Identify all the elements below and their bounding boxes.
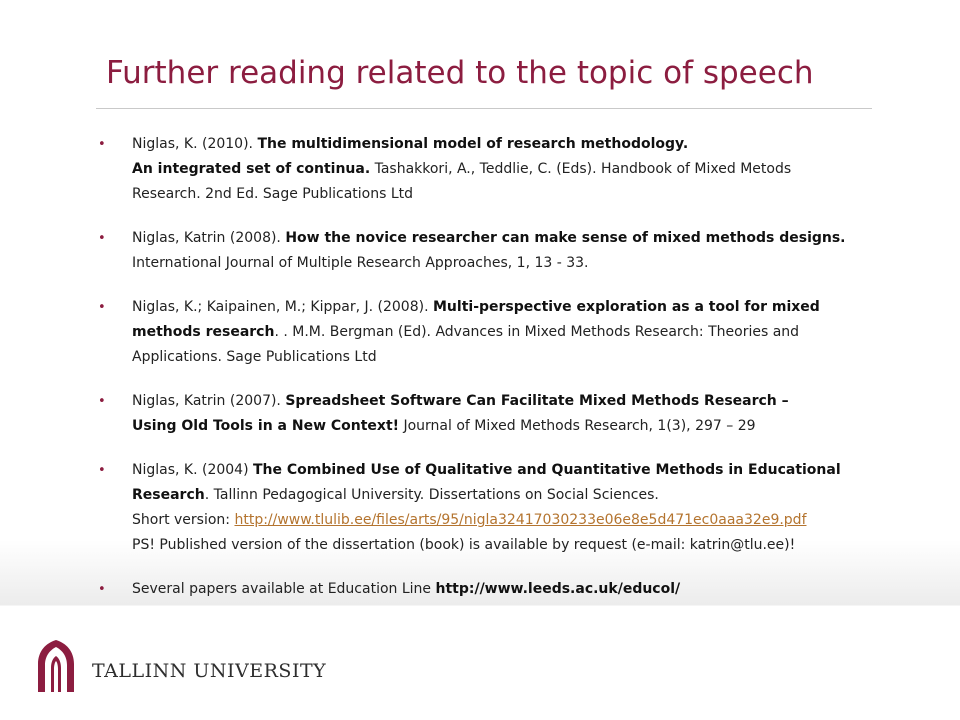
reference-line [132,295,876,320]
reference-text: . Tallinn Pedagogical University. Dissertations on Social Sciences. [204,487,659,503]
reference-title-text: Spreadsheet Software Can Facilitate Mixed Methods Research – [285,393,789,409]
reference-title-text: An integrated set of continua. [132,161,371,177]
reference-title-text: Research [132,487,205,503]
reference-title-text: Using Old Tools in a New Context! [132,418,400,434]
reference-line [132,508,876,533]
reference-title-text: The multidimensional model of research methodology. [257,136,689,152]
reference-item [96,295,876,370]
reference-text: Short version: [132,512,235,528]
reference-item [96,132,876,207]
bullet-icon: • [98,394,106,409]
reference-line [132,226,876,251]
reference-line [132,389,876,414]
reference-title-text: Multi-perspective exploration as a tool for mixed [433,299,820,315]
reference-text: PS! Published version of the dissertation (book) is available by request (e-mail: katrin@tlu.ee)! [132,537,796,553]
reference-line [132,577,876,602]
reference-item [96,226,876,276]
logo-text: TALLINN UNIVERSITY [92,660,327,682]
reference-text: Niglas, K. (2010). [132,136,258,152]
gothic-arch-icon [34,640,78,692]
reference-item [96,389,876,439]
reference-line [132,483,876,508]
reference-line [132,132,876,157]
reference-item [96,458,876,558]
reference-title-text: methods research [132,324,275,340]
reference-line [132,533,876,558]
reference-text: Journal of Mixed Methods Research, 1(3), 297 – 29 [399,418,756,434]
bullet-icon: • [98,300,106,315]
reference-link[interactable]: http://www.tlulib.ee/files/arts/95/nigla32417030233e06e8e5d471ec0aaa32e9.pdf [234,512,807,528]
reference-title-text: http://www.leeds.ac.uk/educol/ [435,581,681,597]
reference-line [132,345,876,370]
reference-line [132,251,876,276]
university-logo [34,640,327,700]
reference-text: Niglas, K. (2004) [132,462,253,478]
reference-line [132,320,876,345]
reference-text: Niglas, Katrin (2007). [132,393,286,409]
reference-line [132,458,876,483]
reference-list [96,132,876,621]
reference-text: Niglas, Katrin (2008). [132,230,286,246]
bullet-icon: • [98,582,106,597]
reference-text: Tashakkori, A., Teddlie, C. (Eds). Handbook of Mixed Metods [370,161,792,177]
reference-line [132,414,876,439]
bullet-icon: • [98,463,106,478]
bullet-icon: • [98,137,106,152]
title-divider [96,108,872,109]
reference-text: International Journal of Multiple Research Approaches, 1, 13 - 33. [132,255,589,271]
reference-text: Several papers available at Education Line [132,581,436,597]
reference-text: Niglas, K.; Kaipainen, M.; Kippar, J. (2008). [132,299,433,315]
reference-title-text: How the novice researcher can make sense of mixed methods designs. [285,230,846,246]
reference-item [96,577,876,602]
reference-line [132,182,876,207]
reference-line [132,157,876,182]
slide-title: Further reading related to the topic of speech [106,55,814,91]
reference-text: Research. 2nd Ed. Sage Publications Ltd [132,186,414,202]
reference-text: . . M.M. Bergman (Ed). Advances in Mixed Methods Research: Theories and [274,324,800,340]
reference-title-text: The Combined Use of Qualitative and Quantitative Methods in Educational [253,462,841,478]
bullet-icon: • [98,231,106,246]
reference-text: Applications. Sage Publications Ltd [132,349,377,365]
